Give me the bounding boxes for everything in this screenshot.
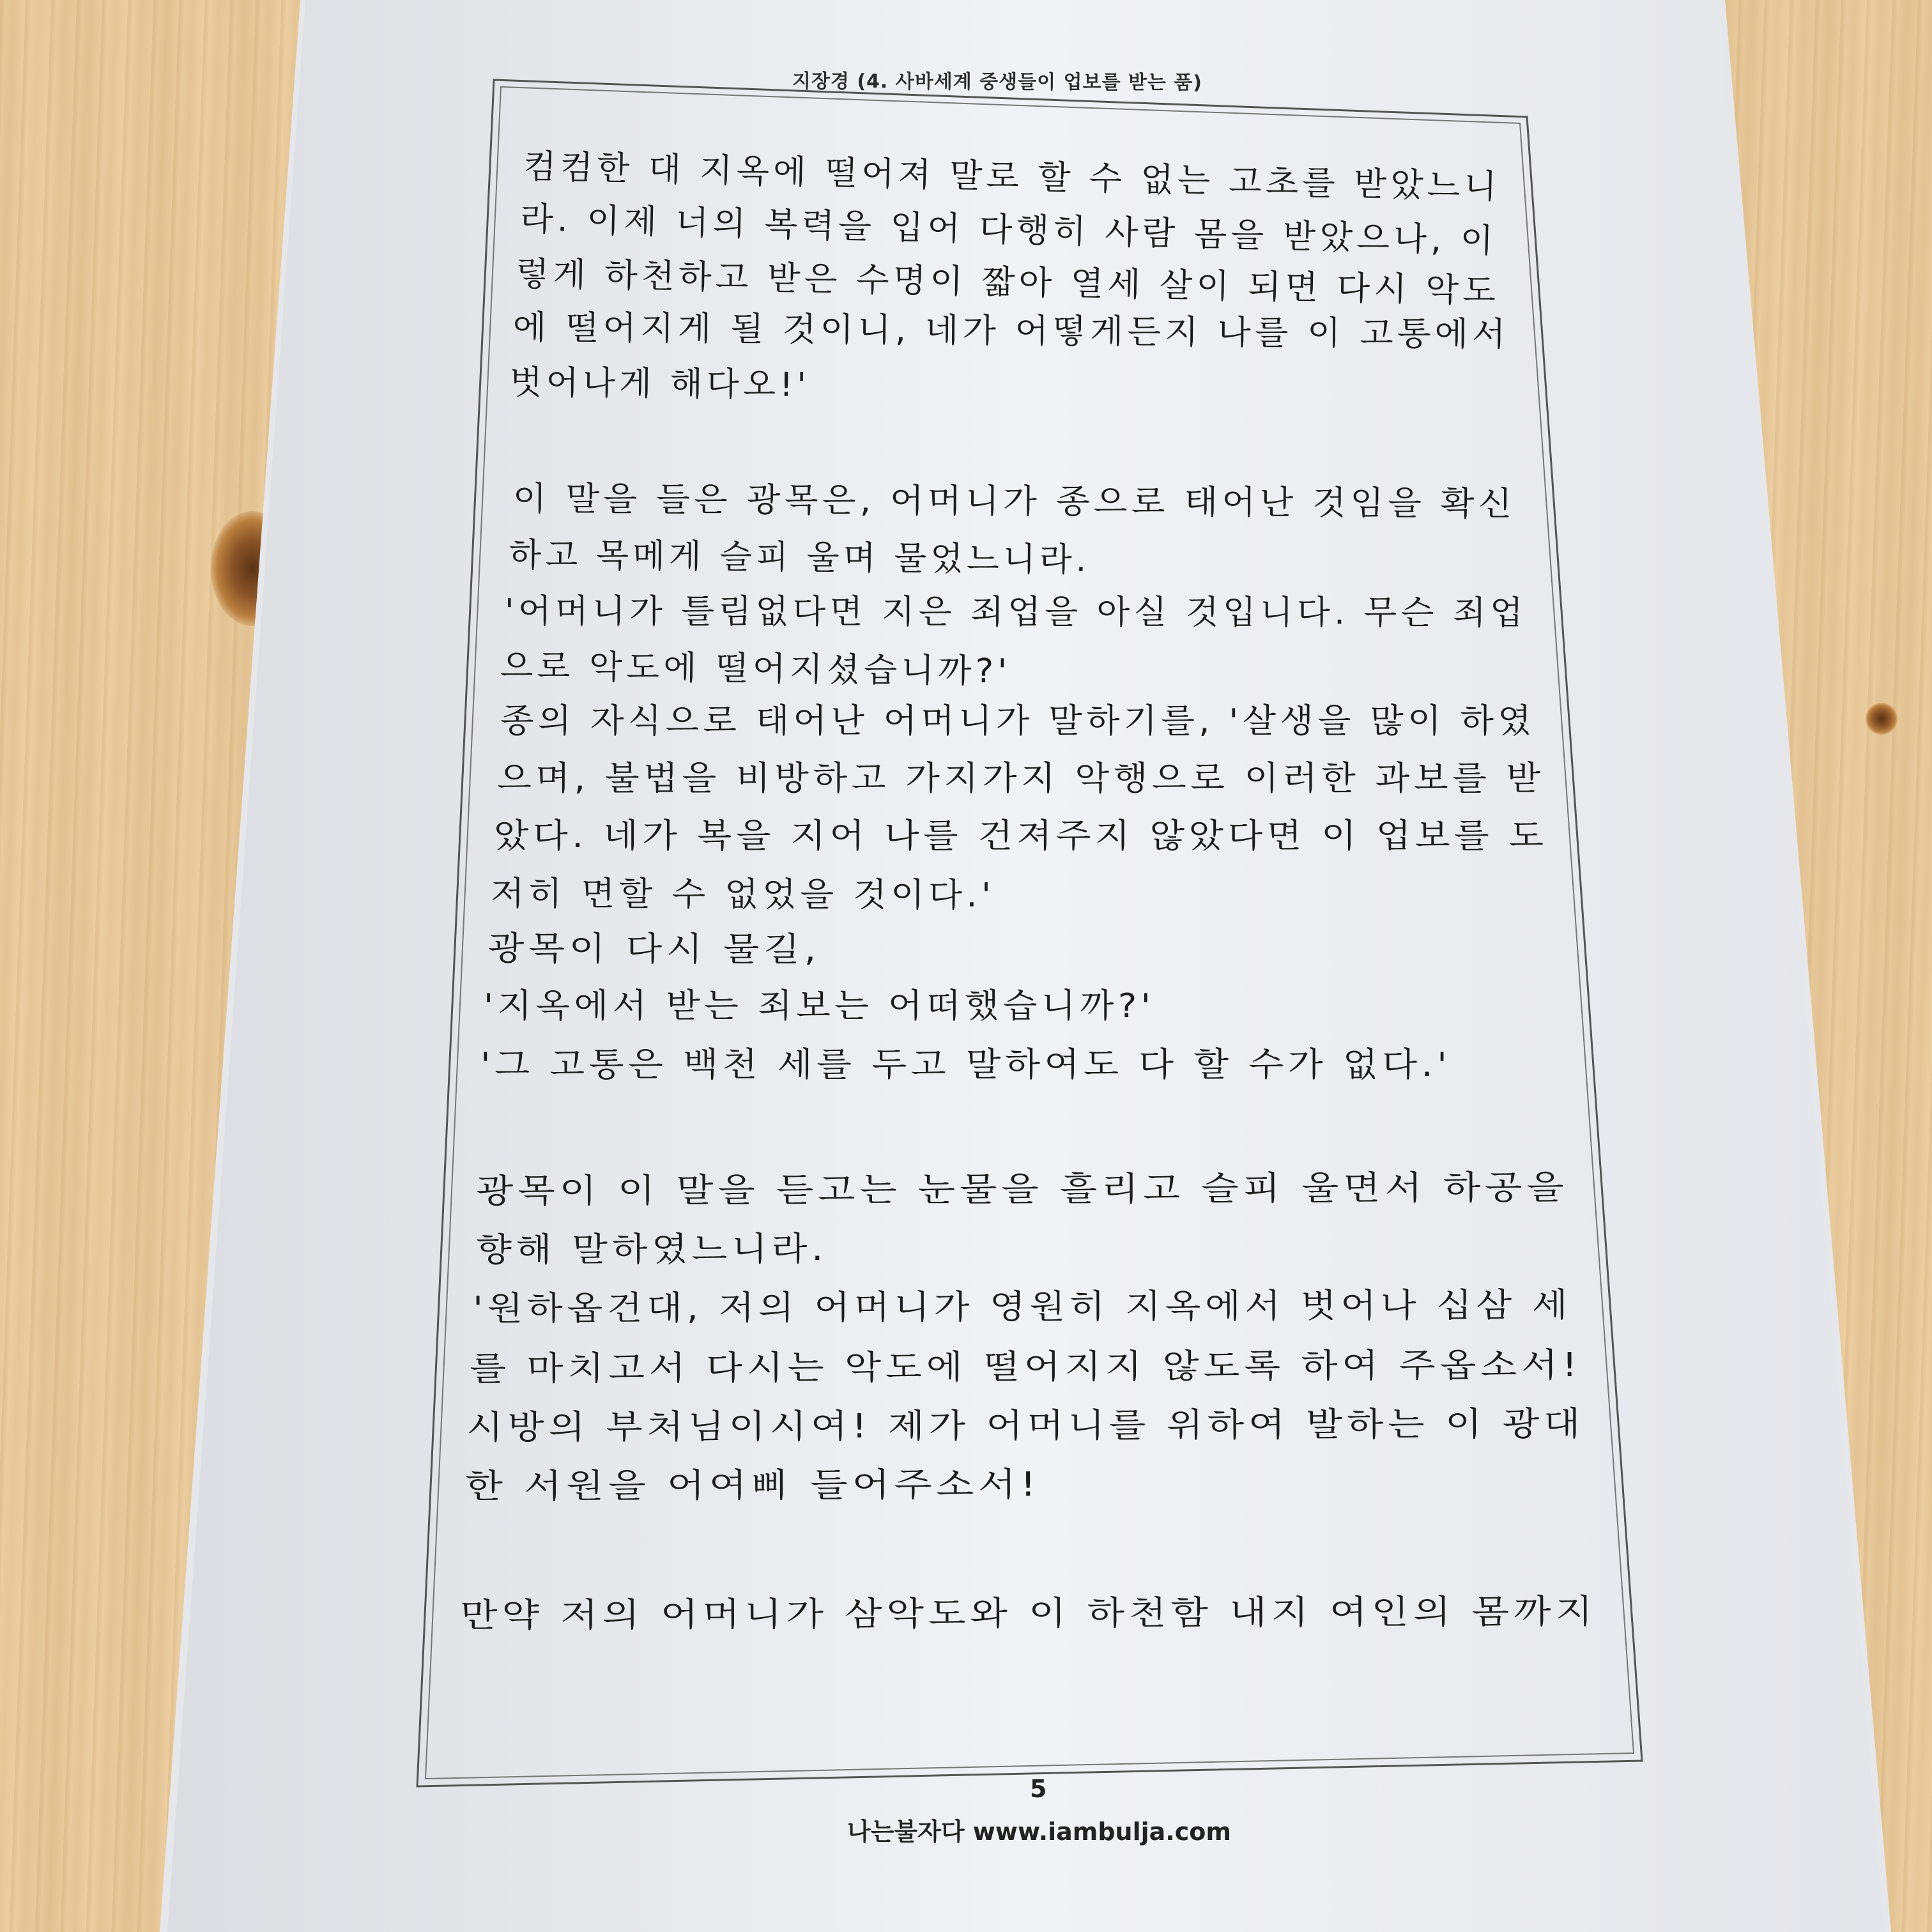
handwritten-line: 하고 목메게 슬피 울며 물었느니라. (509, 535, 1091, 579)
handwritten-line: '그 고통은 백천 세를 두고 말하여도 다 할 수가 없다.' (480, 1046, 1452, 1084)
handwritten-line: '지옥에서 받는 죄보는 어떠했습니까?' (484, 987, 1155, 1025)
page-number: 5 (1030, 1775, 1047, 1803)
handwritten-line: 라. 이제 너의 복력을 입어 다행히 사람 몸을 받았으나, 이 (519, 199, 1498, 261)
handwritten-line: 광목이 이 말을 듣고는 눈물을 흘리고 슬피 울면서 하공을 (476, 1169, 1568, 1211)
handwritten-line: 광목이 다시 물길, (487, 929, 821, 969)
handwritten-line: 저히 면할 수 없었을 것이다.' (490, 874, 995, 915)
handwritten-line: '원하옵건대, 저의 어머니가 영원히 지옥에서 벗어나 십삼 세 (473, 1285, 1572, 1328)
handwritten-line: '어머니가 틀림없다면 지은 죄업을 아실 것입니다. 무슨 죄업 (504, 592, 1528, 632)
handwritten-line: 벗어나게 해다오!' (509, 363, 811, 405)
handwritten-line: 만약 저의 어머니가 삼악도와 이 하천함 내지 여인의 몸까지 (460, 1592, 1598, 1635)
handwritten-line: 향해 말하였느니라. (476, 1230, 828, 1269)
handwritten-line: 이 말을 들은 광목은, 어머니가 종으로 태어난 것임을 확신 (512, 479, 1517, 524)
handwritten-line: 에 떨어지게 될 것이니, 네가 어떻게든지 나를 이 고통에서 (512, 308, 1510, 354)
handwritten-line: 시방의 부처님이시여! 제가 어머니를 위하여 발하는 이 광대 (466, 1404, 1585, 1447)
handwritten-line: 를 마치고서 다시는 악도에 떨어지지 않도록 하여 주옵소서! (470, 1346, 1582, 1388)
handwritten-line: 렇게 하천하고 받은 수명이 짧아 열세 살이 되면 다시 악도 (515, 254, 1500, 310)
handwritten-line: 으며, 불법을 비방하고 가지가지 악행으로 이러한 과보를 받 (497, 760, 1545, 798)
handwritten-line: 한 서원을 어여삐 들어주소서! (465, 1465, 1041, 1506)
handwritten-line: 컴컴한 대 지옥에 떨어져 말로 할 수 없는 고초를 받았느니 (523, 147, 1501, 207)
header-title: 지장경 (4. 사바세계 중생들이 업보를 받는 품) (792, 70, 1203, 95)
handwritten-line: 으로 악도에 떨어지셨습니까?' (500, 647, 1011, 691)
handwritten-line: 종의 자식으로 태어난 어머니가 말하기를, '살생을 많이 하였 (500, 702, 1536, 740)
footer-brand: 나는불자다 www.iambulja.com (847, 1818, 1231, 1846)
handwritten-line: 았다. 네가 복을 지어 나를 건져주지 않았다면 이 업보를 도 (494, 817, 1548, 855)
